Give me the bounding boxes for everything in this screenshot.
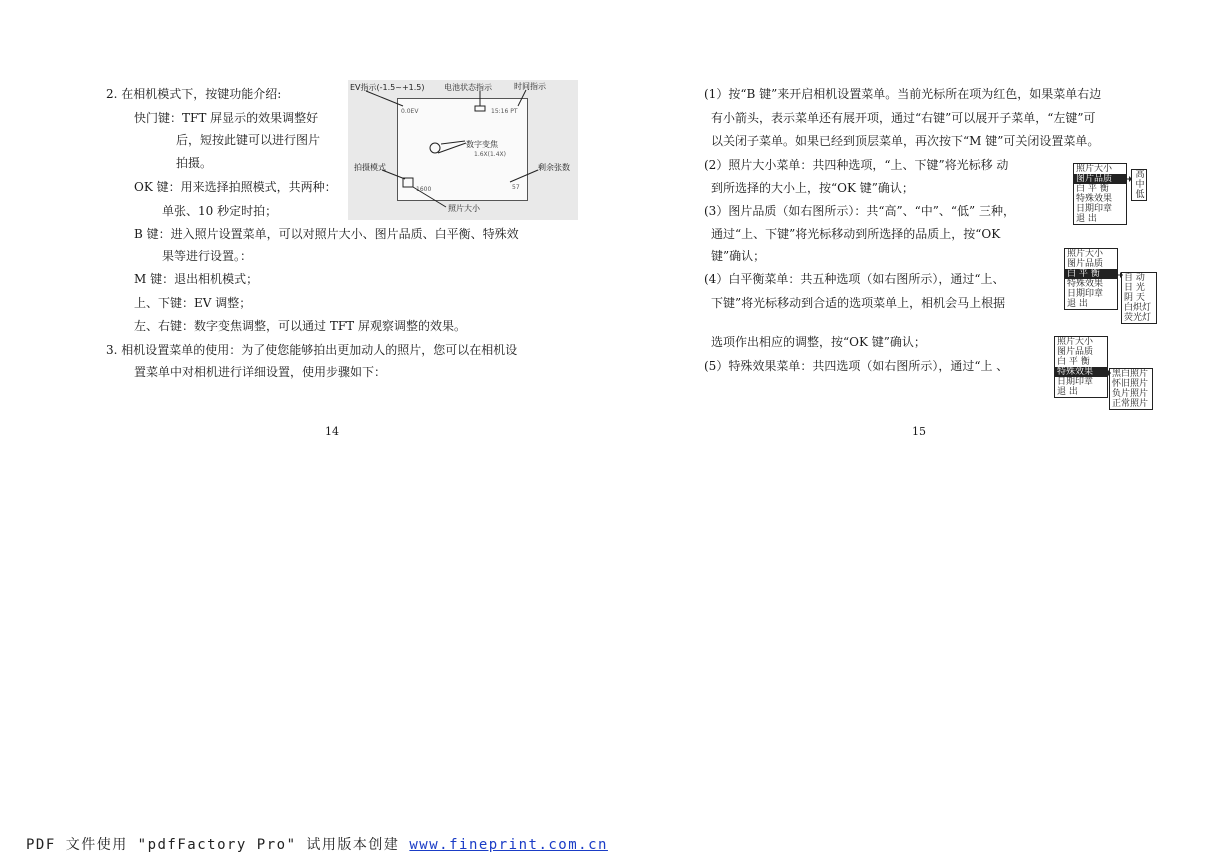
text-line: 置菜单中对相机进行详细设置，使用步骤如下： (134, 365, 387, 379)
text-line: 后，短按此键可以进行图片 (176, 133, 321, 147)
menu-item: 照片大小 (1067, 249, 1104, 259)
submenu-item: 负片照片 (1112, 389, 1149, 399)
submenu-item: 自 动 (1124, 273, 1145, 283)
submenu-item: 阴 天 (1124, 293, 1145, 303)
menu-item-selected: 特殊效果 (1055, 367, 1107, 377)
menu-item: 白 平 衡 (1076, 184, 1109, 194)
menu-item: 特殊效果 (1067, 279, 1104, 289)
submenu-item: 中 (1135, 180, 1145, 190)
menu-item: 图片品质 (1057, 347, 1094, 357)
menu-item: 退 出 (1076, 214, 1097, 224)
submenu-item: 低 (1135, 190, 1145, 200)
menu-item: 图片品质 (1067, 259, 1104, 269)
text-line: B 键：进入照片设置菜单，可以对照片大小、图片品质、白平衡、特殊效 (134, 227, 519, 241)
ev-value: 0.0EV (401, 108, 419, 115)
camera-display-diagram (348, 80, 578, 220)
mode-label: 拍摄模式 (354, 163, 386, 172)
settings-menu (1064, 248, 1118, 310)
menu-item: 特殊效果 (1076, 194, 1113, 204)
settings-menu (1073, 163, 1127, 225)
text-line: 有小箭头，表示菜单还有展开项，通过“右键”可以展开子菜单，“左键”可 (711, 111, 1096, 125)
text-line: 拍摄。 (176, 156, 213, 170)
text-line: (3）图片品质（如右图所示）：共“高”、“中”、“低” 三种， (704, 204, 1015, 218)
text-line: (4）白平衡菜单：共五种选项（如右图所示），通过“上、 (704, 272, 1005, 286)
arrow-right-icon (1102, 369, 1112, 377)
white-balance-submenu (1121, 272, 1157, 324)
fineprint-link[interactable]: www.fineprint.com.cn (409, 837, 608, 853)
menu-item: 白 平 衡 (1057, 357, 1090, 367)
menu-item: 日期印章 (1076, 204, 1113, 214)
size-value: 1600 (416, 186, 432, 193)
submenu-item: 白炽灯 (1124, 303, 1152, 313)
text-line: (5）特殊效果菜单：共四选项（如右图所示），通过“上 、 (704, 359, 1009, 373)
text-line: 左、右键：数字变焦调整，可以通过 TFT 屏观察调整的效果。 (134, 319, 466, 333)
submenu-item: 日 光 (1124, 283, 1145, 293)
menu-item: 日期印章 (1067, 289, 1104, 299)
text-line: 单张、10 秒定时拍； (162, 204, 278, 218)
battery-label: 电池状态指示 (444, 83, 492, 92)
text-line: M 键：退出相机模式； (134, 272, 259, 286)
time-label: 时间指示 (514, 82, 546, 91)
text-line: 选项作出相应的调整，按“OK 键”确认； (711, 335, 926, 349)
time-value: 15:16 PT (491, 108, 518, 115)
text-line: 快门键：TFT 屏显示的效果调整好 (134, 111, 319, 125)
size-label: 照片大小 (448, 204, 480, 213)
arrow-right-icon (1114, 271, 1124, 279)
zoom-label: 数字变焦 (466, 140, 498, 149)
text-line: (2）照片大小菜单：共四种选项，“上、下键”将光标移 动 (704, 158, 1009, 172)
text-line: 到所选择的大小上，按“OK 键”确认； (711, 181, 914, 195)
footer-text: PDF 文件使用 "pdfFactory Pro" 试用版本创建 (26, 837, 410, 853)
text-line: 上、下键：EV 调整； (134, 296, 252, 310)
menu-item-selected: 图片品质 (1074, 174, 1126, 184)
submenu-item: 怀旧照片 (1112, 379, 1149, 389)
remaining-value: 57 (512, 184, 520, 191)
text-line: 果等进行设置。： (162, 249, 253, 263)
submenu-item: 高 (1135, 170, 1145, 180)
zoom-value: 1.6X(1.4X) (474, 151, 506, 158)
diagram-arrows (348, 80, 578, 220)
effects-submenu (1109, 368, 1153, 410)
text-line: 以关闭子菜单。如果已经到顶层菜单，再次按下“M 键”可关闭设置菜单。 (711, 134, 1100, 148)
text-line: 2. 在相机模式下，按键功能介绍: (106, 87, 282, 101)
page-number: 15 (912, 425, 926, 438)
menu-item: 退 出 (1067, 299, 1088, 309)
menu-item-selected: 白 平 衡 (1065, 269, 1117, 279)
text-line: 下键”将光标移动到合适的选项菜单上，相机会马上根据 (711, 296, 1006, 310)
pdf-footer (26, 834, 608, 854)
text-line: (1）按“B 键”来开启相机设置菜单。当前光标所在项为红色，如果菜单右边 (704, 87, 1102, 101)
text-line: 3. 相机设置菜单的使用：为了使您能够拍出更加动人的照片，您可以在相机设 (106, 343, 518, 357)
menu-item: 照片大小 (1057, 337, 1094, 347)
text-line: 键”确认； (711, 249, 766, 263)
ev-label: EV指示(-1.5~+1.5) (350, 83, 425, 92)
quality-submenu (1131, 169, 1147, 201)
remaining-label: 剩余张数 (538, 163, 570, 172)
submenu-item: 黑白照片 (1112, 369, 1149, 379)
menu-item: 退 出 (1057, 387, 1078, 397)
menu-item: 照片大小 (1076, 164, 1113, 174)
submenu-item: 正常照片 (1112, 399, 1149, 409)
text-line: OK 键：用来选择拍照模式，共两种： (134, 180, 337, 194)
page-number: 14 (325, 425, 339, 438)
submenu-item: 荧光灯 (1124, 313, 1152, 323)
menu-item: 日期印章 (1057, 377, 1094, 387)
arrow-right-icon (1123, 175, 1133, 183)
settings-menu (1054, 336, 1108, 398)
text-line: 通过“上、下键”将光标移动到所选择的品质上，按“OK (711, 227, 1001, 241)
